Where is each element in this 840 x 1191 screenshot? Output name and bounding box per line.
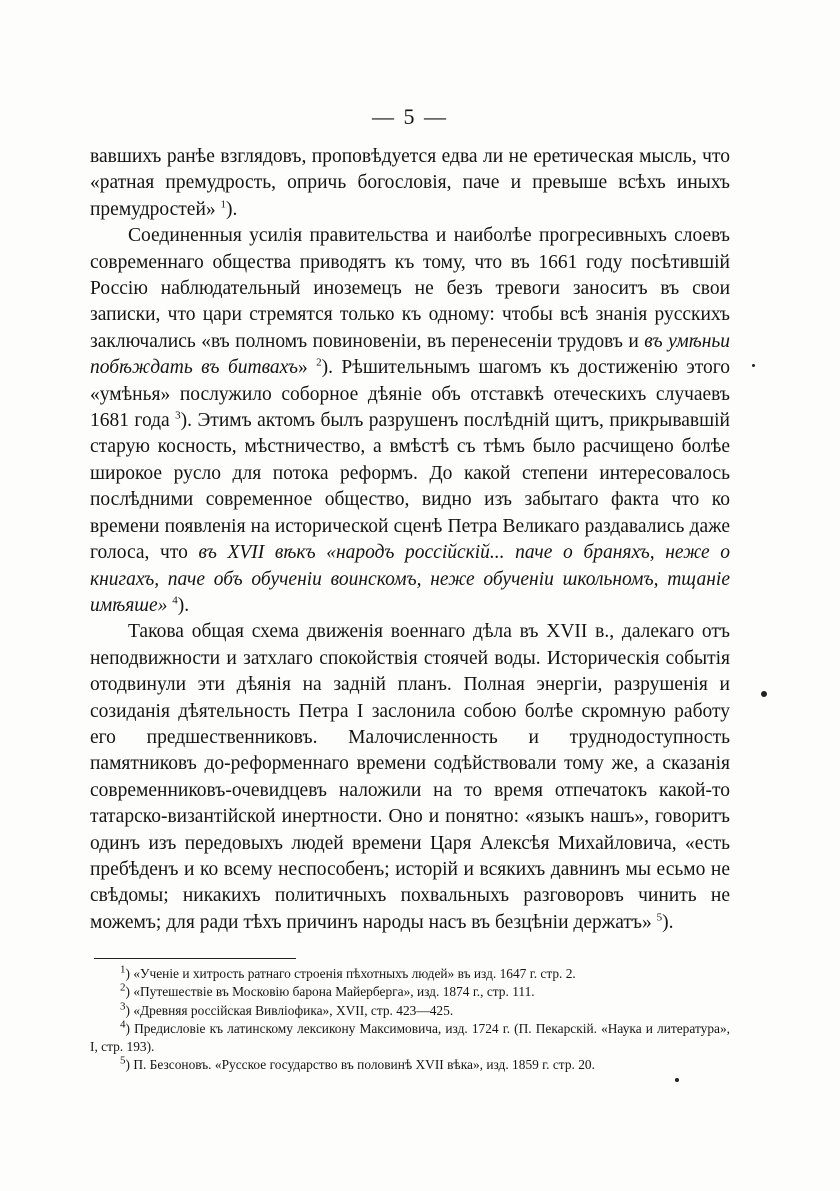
text-run: вавшихъ ранѣе взглядовъ, проповѣдуется едва ли не еретическая мысль, что «ратная премудрость, опричь богословія, паче и превыше всѣхъ иныхъ премудростей» xyxy=(90,146,730,220)
footnote-ref: 4 xyxy=(172,594,178,607)
footnote-paren: ) xyxy=(125,1002,134,1018)
ink-speck xyxy=(761,691,767,697)
ink-speck xyxy=(752,364,755,367)
footnote-ref: 5 xyxy=(656,911,663,924)
paragraph xyxy=(90,619,730,936)
footnote xyxy=(90,965,730,983)
page-number: — 5 — xyxy=(372,104,448,129)
footnote-text: «Древняя россійская Вивліофика», XVII, стр. 423—425. xyxy=(133,1002,454,1018)
footnote-number: 1 xyxy=(120,963,126,976)
footnote-paren: ) xyxy=(125,966,134,982)
footnotes xyxy=(90,965,730,1074)
text-run: ). xyxy=(177,594,190,616)
footnote-text: «Ученіе и хитрость ратнаго строенія пѣхотныхъ людей» въ изд. 1647 г. стр. 2. xyxy=(133,966,576,982)
footnote-text: П. Безсоновъ. «Русское государство въ половинѣ XVII вѣка», изд. 1859 г. стр. 20. xyxy=(133,1057,595,1073)
emphasis-text: въ умѣньи побѣждать въ битвахъ xyxy=(90,330,730,379)
emphasis-text: въ XVII вѣкъ «народъ россійскій... паче о браняхъ, неже о книгахъ, паче объ обученіи воинскомъ, неже обученіи школьномъ, тщаніе имѣяше» xyxy=(90,542,730,616)
text-run: ). xyxy=(226,198,238,220)
footnote-paren: ) xyxy=(125,1020,135,1036)
body-text xyxy=(90,144,730,936)
footnote xyxy=(90,1020,730,1056)
footnote-number: 5 xyxy=(120,1054,126,1067)
footnote-paren: ) xyxy=(125,984,134,1000)
document-page xyxy=(90,104,730,1074)
footnote-ref: 1 xyxy=(220,198,227,211)
paragraph xyxy=(90,223,730,619)
text-run: ). Этимъ актомъ былъ разрушенъ послѣдній щитъ, прикрывавшій старую косность, мѣстничество, а вмѣстѣ съ тѣмъ было расчищено болѣе широкое русло для потока реформъ. До какой степени интересовалось послѣдними современное общество, видно изъ забытаго факта что ко времени появленія на исторической сценѣ Петра Великаго раздавались даже голоса, что xyxy=(90,410,730,564)
text-run: » xyxy=(297,357,317,379)
text-run: Соединенныя усилія правительства и наиболѣе прогресивныхъ слоевъ современнаго общества приводятъ къ тому, что въ 1661 году посѣтившій Россію наблюдательный иноземецъ не безъ тревоги заноситъ въ свои записки, что цари стремятся только къ одному: чтобы всѣ знанія русскихъ заключались «въ полномъ повиновеніи, въ перенесеніи трудовъ и xyxy=(90,225,730,352)
footnote xyxy=(90,1002,730,1020)
footnote xyxy=(90,983,730,1001)
text-run: ). xyxy=(662,911,674,933)
text-run: ). Рѣшительнымъ шагомъ къ достиженію этого «умѣнья» послужило соборное дѣяніе объ отставкѣ отеческихъ случаевъ 1681 года xyxy=(90,357,730,432)
footnote-text: Предисловіе къ латинскому лексикону Максимовича, изд. 1724 г. (П. Пекарскій. «Наука и литература», I, стр. 193). xyxy=(90,1020,730,1054)
footnote-text: «Путешествіе въ Московію барона Майерберга», изд. 1874 г., стр. 111. xyxy=(133,984,535,1000)
ink-speck xyxy=(675,1078,679,1082)
footnote-number: 2 xyxy=(120,981,126,994)
footnote-number: 4 xyxy=(120,1018,126,1031)
paragraph xyxy=(90,144,730,223)
footnote xyxy=(90,1056,730,1074)
text-run: Такова общая схема движенія военнаго дѣла въ XVII в., далекаго отъ неподвижности и затхлаго спокойствія стоячей воды. Историческія событія отодвинули эти дѣянія на задній планъ. Полная энергіи, разрушенія и созиданія дѣятельность Петра I заслонила собою болѣе скромную работу его предшественниковъ. Малочисленность и труднодоступность памятниковъ до-реформеннаго времени содѣйствовали тому же, а сказанія современниковъ-очевидцевъ наложили на то время отпечатокъ какой-то татарско-византійской инертности. Оно и понятно: «языкъ нашъ», говоритъ одинъ изъ передовыхъ людей времени Царя Алексѣя Михайловича, «есть пребѣденъ и ко всему неспособенъ; исторій и всякихъ давнинъ мы есьмо не свѣдомы; никакихъ политичныхъ похвальныхъ разговоровъ чинить не можемъ; для ради тѣхъ причинъ народы насъ въ безцѣніи держатъ» xyxy=(90,621,730,933)
footnote-divider xyxy=(94,958,296,959)
footnote-ref: 2 xyxy=(316,356,322,369)
footnote-paren: ) xyxy=(125,1057,134,1073)
footnote-number: 3 xyxy=(120,1000,126,1013)
footnote-ref: 3 xyxy=(175,409,181,422)
